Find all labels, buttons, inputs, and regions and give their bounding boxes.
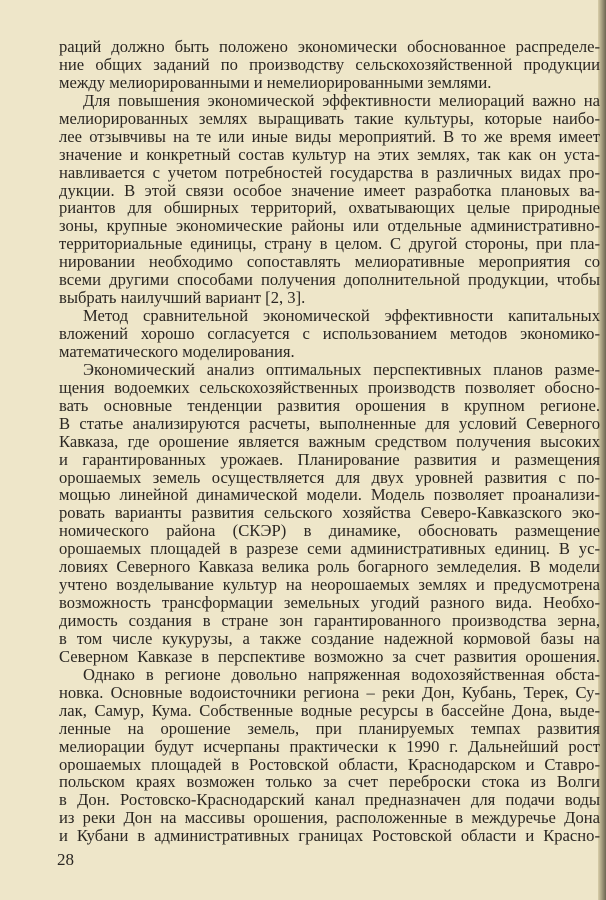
text-line: между мелиорированными и немелиорированными землями. (59, 73, 492, 92)
text-line: возможность трансформации земельных угодий разного вида. Необхо- (59, 594, 600, 612)
body-text (59, 38, 600, 845)
paragraph-first-line: Однако в регионе довольно напряженная водохозяйственная обста- (83, 665, 600, 684)
text-line: и Кубани в административных границах Ростовской области и Красно- (59, 827, 600, 846)
text-line: димость создания в стране зон гарантированного производства зерна, (59, 612, 600, 630)
text-line: Северном Кавказе в перспективе возможно за счет развития орошения. (59, 647, 600, 666)
text-line: лак, Самур, Кума. Собственные водные ресурсы в бассейне Дона, выде- (59, 701, 600, 720)
text-line: нировании необходимо сопоставлять мелиоративные мероприятия со (59, 253, 600, 272)
text-line: математического моделирования. (59, 342, 295, 361)
text-line: орошаемых земель осуществляется для двух уровней развития с по- (59, 468, 600, 487)
paragraph-first-line: Экономический анализ оптимальных перспективных планов разме- (83, 360, 600, 379)
paragraph-first-line: Метод сравнительной экономической эффективности капитальных (83, 307, 600, 325)
text-line: В статье анализируются расчеты, выполненные для условий Северного (59, 414, 600, 433)
text-line: Кавказа, где орошение является важным средством получения высоких (59, 432, 600, 451)
text-line: ние общих заданий по производству сельскохозяйственной продукции (59, 55, 600, 74)
text-line: дукции. В этой связи особое значение имеет разработка плановых ва- (59, 181, 600, 200)
text-line: значение и конкретный состав культур на этих землях, так как он уста- (59, 145, 600, 164)
text-line: раций должно быть положено экономически обоснованное распределе- (59, 38, 600, 56)
text-line: орошаемых площадей в разрезе семи административных единиц. В ус- (59, 540, 600, 559)
text-line: территориальные единицы, страну в целом. С другой стороны, при пла- (59, 235, 600, 254)
text-line: орошаемых площадей в Ростовской области, Краснодарском и Ставро- (59, 755, 600, 774)
text-line: навливается с учетом потребностей государства в различных видах про- (59, 163, 600, 182)
text-line: ленные на орошение земель, при планируемых темпах развития (59, 719, 600, 738)
text-line: учтено возделывание культур на неорошаемых землях и предусмотрена (59, 576, 600, 595)
text-line: выбрать наилучший вариант [2, 3]. (59, 289, 306, 308)
text-line: зоны, крупные экономические районы или отдельные административно- (59, 217, 600, 236)
paragraph-first-line: Для повышения экономической эффективности мелиораций важно на (83, 91, 600, 110)
text-line: из реки Дон на массивы орошения, расположенные в междуречье Дона (59, 809, 600, 828)
text-line: и гарантированных урожаев. Планирование развития и размещения (59, 450, 600, 469)
text-line: мелиорации будут исчерпаны практически к 1990 г. Дальнейший рост (59, 737, 600, 756)
text-line: вать основные тенденции развития орошения в крупном регионе. (59, 396, 600, 415)
text-line: в Дон. Ростовско-Краснодарский канал предназначен для подачи воды (59, 791, 600, 810)
text-line: польском краях возможен только за счет переброски стока из Волги (59, 773, 600, 792)
text-line: номического района (СКЭР) в динамике, обосновать размещение (59, 522, 600, 541)
text-line: в том числе кукурузы, а также создание надежной кормовой базы на (59, 629, 600, 648)
text-line: мощью линейной динамической модели. Модель позволяет проанализи- (59, 486, 600, 505)
text-line: риантов для обширных территорий, охватывающих целые природные (59, 199, 600, 218)
text-line: мелиорированных землях выращивать такие культуры, которые наибо- (59, 109, 600, 128)
text-line: лее отзывчивы на те или иные виды мероприятий. В то же время имеет (59, 127, 600, 146)
text-line: всеми другими способами получения дополнительной продукции, чтобы (59, 271, 600, 290)
text-line: ловиях Северного Кавказа велика роль богарного земледелия. В модели (59, 558, 600, 577)
text-line: ровать варианты развития сельского хозяйства Северо-Кавказского эко- (59, 504, 600, 523)
text-line: вложений хорошо согласуется с использованием методов экономико- (59, 325, 600, 343)
page-number: 28 (57, 850, 74, 869)
text-line: новка. Основные водоисточники региона – реки Дон, Кубань, Терек, Су- (59, 683, 600, 702)
text-line: щения водоемких сельскохозяйственных производств позволяет обосно- (59, 378, 600, 397)
